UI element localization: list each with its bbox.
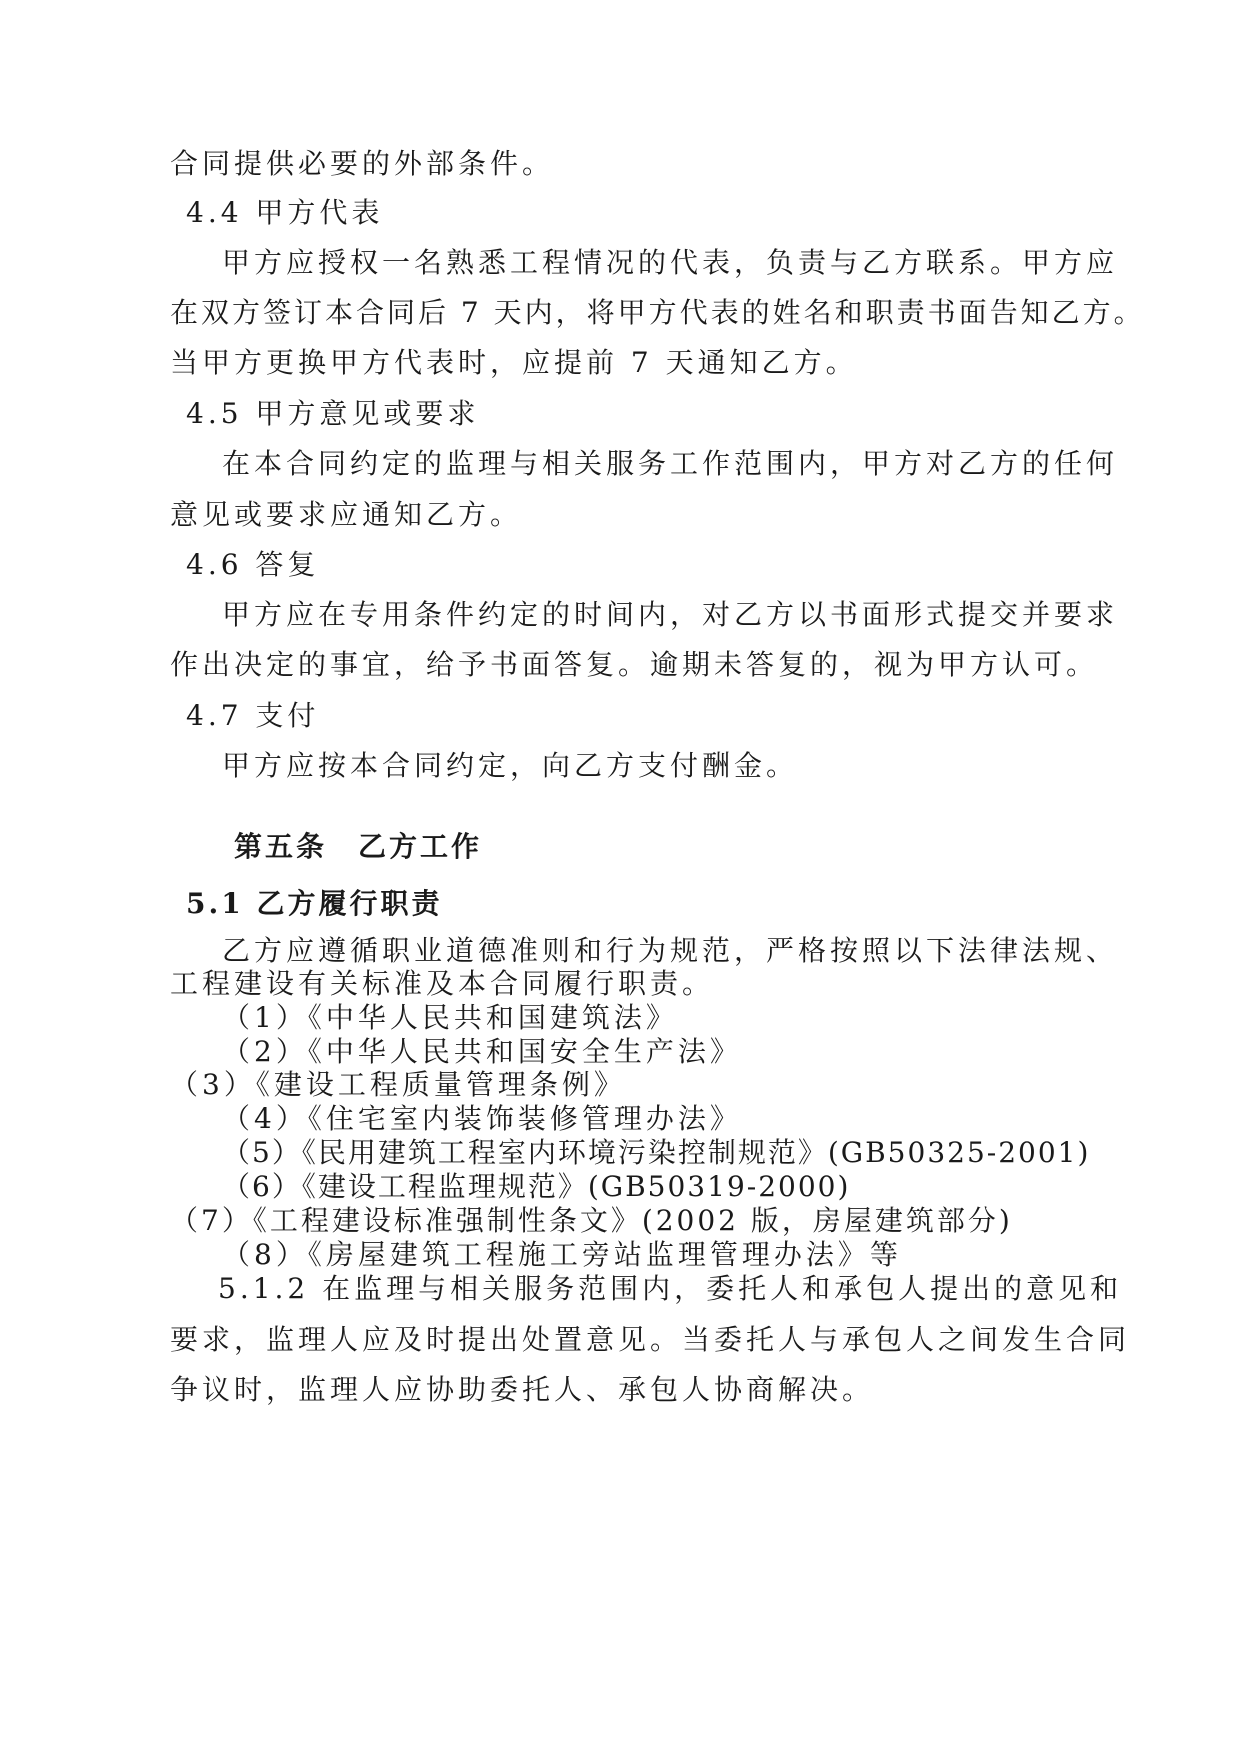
section-heading-4-4: 4.4 甲方代表 [186,196,384,229]
paragraph-line: 合同提供必要的外部条件。 [170,147,555,180]
paragraph-line: 争议时，监理人应协助委托人、承包人协商解决。 [170,1373,875,1406]
paragraph-line: 甲方应按本合同约定，向乙方支付酬金。 [222,749,799,782]
section-heading-4-5: 4.5 甲方意见或要求 [186,397,480,430]
paragraph-line: 5.1.2 在监理与相关服务范围内，委托人和承包人提出的意见和 [218,1272,1123,1305]
paragraph-line: 在本合同约定的监理与相关服务工作范围内，甲方对乙方的任何 [222,447,1119,480]
paragraph-line: 工程建设有关标准及本合同履行职责。 [170,967,715,1000]
list-item: （6）《建设工程监理规范》(GB50319-2000) [222,1170,851,1203]
paragraph-line: 当甲方更换甲方代表时，应提前 7 天通知乙方。 [170,346,858,379]
list-item: （1）《中华人民共和国建筑法》 [222,1001,678,1034]
article-title: 第五条 乙方工作 [234,830,483,863]
list-item: （3）《建设工程质量管理条例》 [170,1068,626,1101]
paragraph-line: 乙方应遵循职业道德准则和行为规范，严格按照以下法律法规、 [222,934,1119,967]
section-heading-4-7: 4.7 支付 [186,699,320,732]
section-heading-5-1: 5.1 乙方履行职责 [186,887,443,920]
paragraph-line: 甲方应授权一名熟悉工程情况的代表，负责与乙方联系。甲方应 [222,246,1119,279]
list-item: （7）《工程建设标准强制性条文》(2002 版，房屋建筑部分) [170,1204,1013,1237]
list-item: （2）《中华人民共和国安全生产法》 [222,1035,742,1068]
section-heading-4-6: 4.6 答复 [186,548,320,581]
paragraph-line: 在双方签订本合同后 7 天内，将甲方代表的姓名和职责书面告知乙方。 [170,296,1145,329]
list-item: （8）《房屋建筑工程施工旁站监理管理办法》等 [222,1238,902,1271]
paragraph-line: 甲方应在专用条件约定的时间内，对乙方以书面形式提交并要求 [222,598,1119,631]
paragraph-line: 意见或要求应通知乙方。 [170,498,523,531]
paragraph-line: 要求，监理人应及时提出处置意见。当委托人与承包人之间发生合同 [170,1323,1131,1356]
list-item: （4）《住宅室内装饰装修管理办法》 [222,1102,742,1135]
list-item: （5）《民用建筑工程室内环境污染控制规范》(GB50325-2001) [222,1136,1091,1169]
paragraph-line: 作出决定的事宜，给予书面答复。逾期未答复的，视为甲方认可。 [170,648,1099,681]
